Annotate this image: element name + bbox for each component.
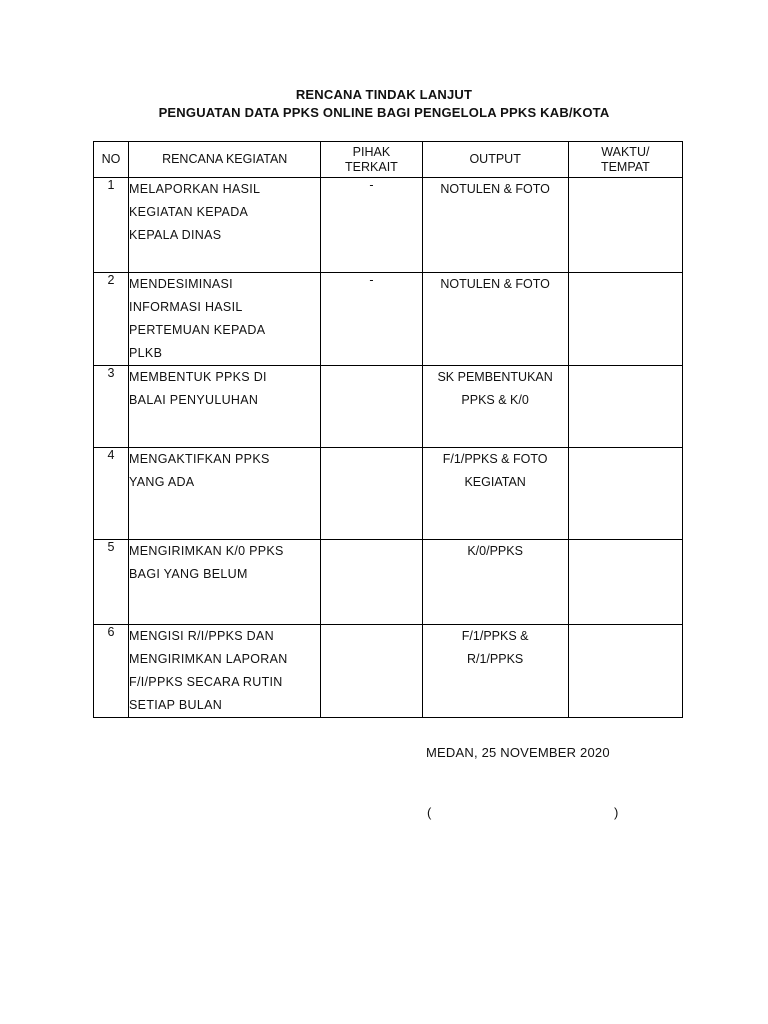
- header-kegiatan: RENCANA KEGIATAN: [129, 142, 321, 178]
- header-output: OUTPUT: [422, 142, 568, 178]
- row-output: [422, 448, 568, 540]
- header-waktu-line1: WAKTU/: [601, 144, 650, 159]
- row-waktu-tempat: [568, 448, 682, 540]
- kegiatan-line: MENDESIMINASI: [129, 277, 233, 291]
- kegiatan-line: YANG ADA: [129, 475, 195, 489]
- table-row: [94, 366, 683, 448]
- header-waktu: [568, 142, 682, 178]
- row-pihak-terkait: [321, 540, 422, 625]
- output-line: NOTULEN & FOTO: [440, 277, 550, 291]
- row-waktu-tempat: [568, 273, 682, 366]
- table-row: [94, 625, 683, 718]
- row-number: 3: [94, 366, 129, 448]
- row-waktu-tempat: [568, 366, 682, 448]
- row-pihak-terkait: -: [321, 178, 422, 273]
- kegiatan-line: INFORMASI HASIL: [129, 300, 243, 314]
- row-kegiatan: [129, 366, 321, 448]
- document-title: RENCANA TINDAK LANJUT: [295, 87, 473, 102]
- output-line: NOTULEN & FOTO: [440, 182, 550, 196]
- kegiatan-line: SETIAP BULAN: [129, 698, 223, 712]
- row-waktu-tempat: [568, 625, 682, 718]
- kegiatan-line: MENGISI R/I/PPKS DAN: [129, 629, 274, 643]
- kegiatan-line: KEPALA DINAS: [129, 228, 222, 242]
- output-line: R/1/PPKS: [466, 652, 524, 666]
- output-line: PPKS & K/0: [461, 393, 529, 407]
- header-pihak-line1: PIHAK: [352, 144, 391, 159]
- row-waktu-tempat: [568, 178, 682, 273]
- row-number: 4: [94, 448, 129, 540]
- kegiatan-line: MENGIRIMKAN K/0 PPKS: [129, 544, 284, 558]
- kegiatan-line: PLKB: [129, 346, 163, 360]
- signature-close-paren: ): [614, 805, 619, 820]
- table-row: [94, 273, 683, 366]
- row-pihak-terkait: [321, 448, 422, 540]
- row-kegiatan: [129, 448, 321, 540]
- kegiatan-line: PERTEMUAN KEPADA: [129, 323, 266, 337]
- table-header-row: [94, 142, 683, 178]
- output-line: SK PEMBENTUKAN: [437, 370, 553, 384]
- row-output: [422, 540, 568, 625]
- output-line: K/0/PPKS: [467, 544, 523, 558]
- row-number: 6: [94, 625, 129, 718]
- output-line: F/1/PPKS & FOTO: [442, 452, 548, 466]
- kegiatan-line: MELAPORKAN HASIL: [129, 182, 261, 196]
- kegiatan-line: MENGIRIMKAN LAPORAN: [129, 652, 288, 666]
- row-waktu-tempat: [568, 540, 682, 625]
- kegiatan-line: MENGAKTIFKAN PPKS: [129, 452, 270, 466]
- row-output: [422, 178, 568, 273]
- output-line: F/1/PPKS &: [461, 629, 529, 643]
- document-subtitle: PENGUATAN DATA PPKS ONLINE BAGI PENGELOLA PPKS KAB/KOTA: [158, 105, 610, 120]
- kegiatan-line: KEGIATAN KEPADA: [129, 205, 249, 219]
- row-output: [422, 366, 568, 448]
- place-date: MEDAN, 25 NOVEMBER 2020: [426, 745, 610, 760]
- row-output: [422, 273, 568, 366]
- kegiatan-line: BALAI PENYULUHAN: [129, 393, 259, 407]
- signature-open-paren: (: [427, 805, 432, 820]
- row-pihak-terkait: [321, 366, 422, 448]
- header-waktu-line2: TEMPAT: [600, 159, 650, 174]
- action-plan-table: [93, 141, 683, 718]
- row-number: 5: [94, 540, 129, 625]
- row-kegiatan: [129, 178, 321, 273]
- table-row: [94, 540, 683, 625]
- table-row: [94, 178, 683, 273]
- row-kegiatan: [129, 273, 321, 366]
- row-number: 1: [94, 178, 129, 273]
- row-pihak-terkait: -: [321, 273, 422, 366]
- output-line: KEGIATAN: [464, 475, 526, 489]
- header-no: NO: [94, 142, 129, 178]
- kegiatan-line: F/I/PPKS SECARA RUTIN: [129, 675, 283, 689]
- row-kegiatan: [129, 540, 321, 625]
- row-pihak-terkait: [321, 625, 422, 718]
- row-number: 2: [94, 273, 129, 366]
- kegiatan-line: MEMBENTUK PPKS DI: [129, 370, 267, 384]
- row-kegiatan: [129, 625, 321, 718]
- header-pihak: [321, 142, 422, 178]
- header-pihak-line2: TERKAIT: [345, 159, 398, 174]
- table-row: [94, 448, 683, 540]
- kegiatan-line: BAGI YANG BELUM: [129, 567, 248, 581]
- row-output: [422, 625, 568, 718]
